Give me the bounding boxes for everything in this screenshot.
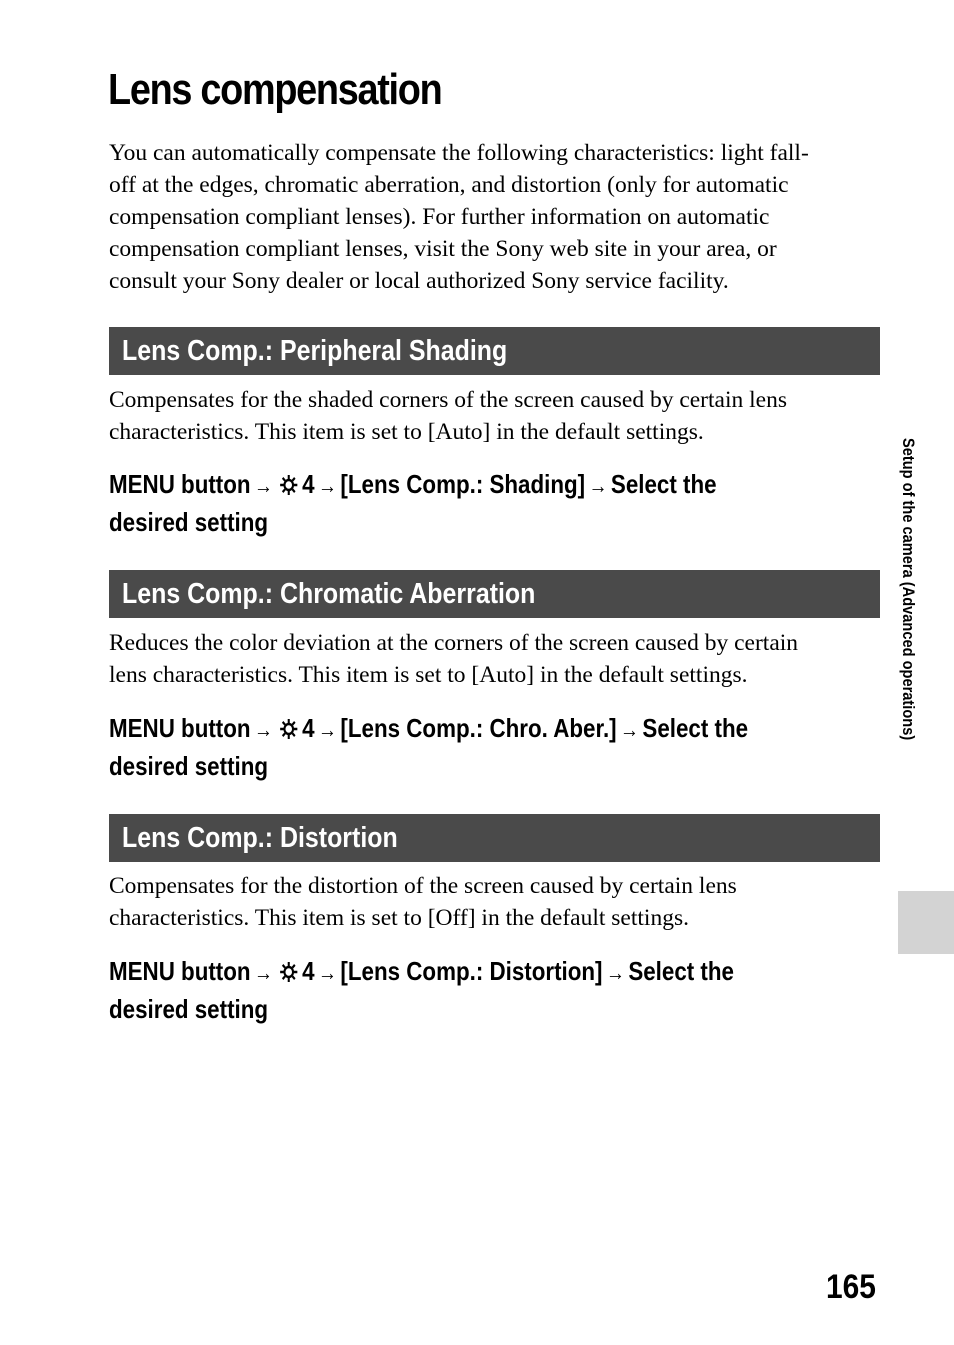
arrow-icon: → [318, 717, 337, 743]
arrow-icon: → [318, 473, 337, 499]
menu-item-label: [Lens Comp.: Shading] [340, 469, 586, 499]
menu-select-text: Select the [610, 469, 717, 499]
arrow-icon: → [605, 960, 625, 986]
intro-line: You can automatically compensate the following characteristics: light fall- [109, 140, 809, 166]
section-heading-text: Lens Comp.: Chromatic Aberration [122, 578, 536, 610]
section-heading-peripheral-shading [109, 327, 880, 375]
menu-button-label: MENU button [109, 713, 251, 743]
menu-tab-number: 4 [302, 956, 315, 986]
arrow-icon: → [318, 960, 337, 986]
menu-button-label: MENU button [109, 469, 251, 499]
intro-line: compensation compliant lenses, visit the Sony web site in your area, or [109, 236, 777, 262]
section-body-line: characteristics. This item is set to [Auto] in the default settings. [109, 419, 704, 445]
menu-path-chromatic [109, 710, 748, 784]
intro-line: consult your Sony dealer or local authorized Sony service facility. [109, 268, 729, 294]
arrow-icon: → [254, 960, 273, 986]
intro-line: compensation compliant lenses). For further information on automatic [109, 204, 770, 230]
section-heading-chromatic-aberration [109, 570, 880, 618]
section-heading-text: Lens Comp.: Peripheral Shading [122, 335, 508, 367]
gear-icon [278, 473, 299, 497]
section-heading-text: Lens Comp.: Distortion [122, 822, 398, 854]
page-title: Lens compensation [108, 65, 442, 114]
menu-button-label: MENU button [109, 956, 251, 986]
section-body-line: Compensates for the shaded corners of the screen caused by certain lens [109, 387, 787, 413]
arrow-icon: → [254, 717, 273, 743]
section-body-line: Compensates for the distortion of the screen caused by certain lens [109, 873, 737, 899]
menu-select-text-cont: desired setting [109, 994, 269, 1025]
menu-select-text: Select the [642, 713, 749, 743]
arrow-icon: → [620, 717, 639, 743]
side-chapter-tab [898, 891, 954, 954]
section-heading-distortion [109, 814, 880, 862]
menu-path-shading [109, 466, 717, 540]
gear-icon [278, 717, 299, 741]
side-chapter-label [898, 438, 932, 878]
menu-tab-number: 4 [302, 469, 315, 499]
menu-item-label: [Lens Comp.: Chro. Aber.] [340, 713, 617, 743]
section-body-line: Reduces the color deviation at the corners of the screen caused by certain [109, 630, 799, 656]
arrow-icon: → [254, 473, 273, 499]
menu-select-text-cont: desired setting [109, 507, 269, 538]
menu-select-text: Select the [628, 956, 734, 986]
gear-icon [278, 960, 299, 984]
side-chapter-text: Setup of the camera (Advanced operations) [899, 438, 918, 741]
section-body-line: characteristics. This item is set to [Off] in the default settings. [109, 905, 689, 931]
arrow-icon: → [588, 473, 608, 499]
intro-line: off at the edges, chromatic aberration, and distortion (only for automatic [109, 172, 789, 198]
menu-tab-number: 4 [302, 713, 315, 743]
page-number: 165 [826, 1268, 876, 1306]
menu-item-label: [Lens Comp.: Distortion] [340, 956, 603, 986]
menu-select-text-cont: desired setting [109, 751, 269, 782]
menu-path-distortion [109, 953, 734, 1027]
section-body-line: lens characteristics. This item is set to [Auto] in the default settings. [109, 662, 748, 688]
